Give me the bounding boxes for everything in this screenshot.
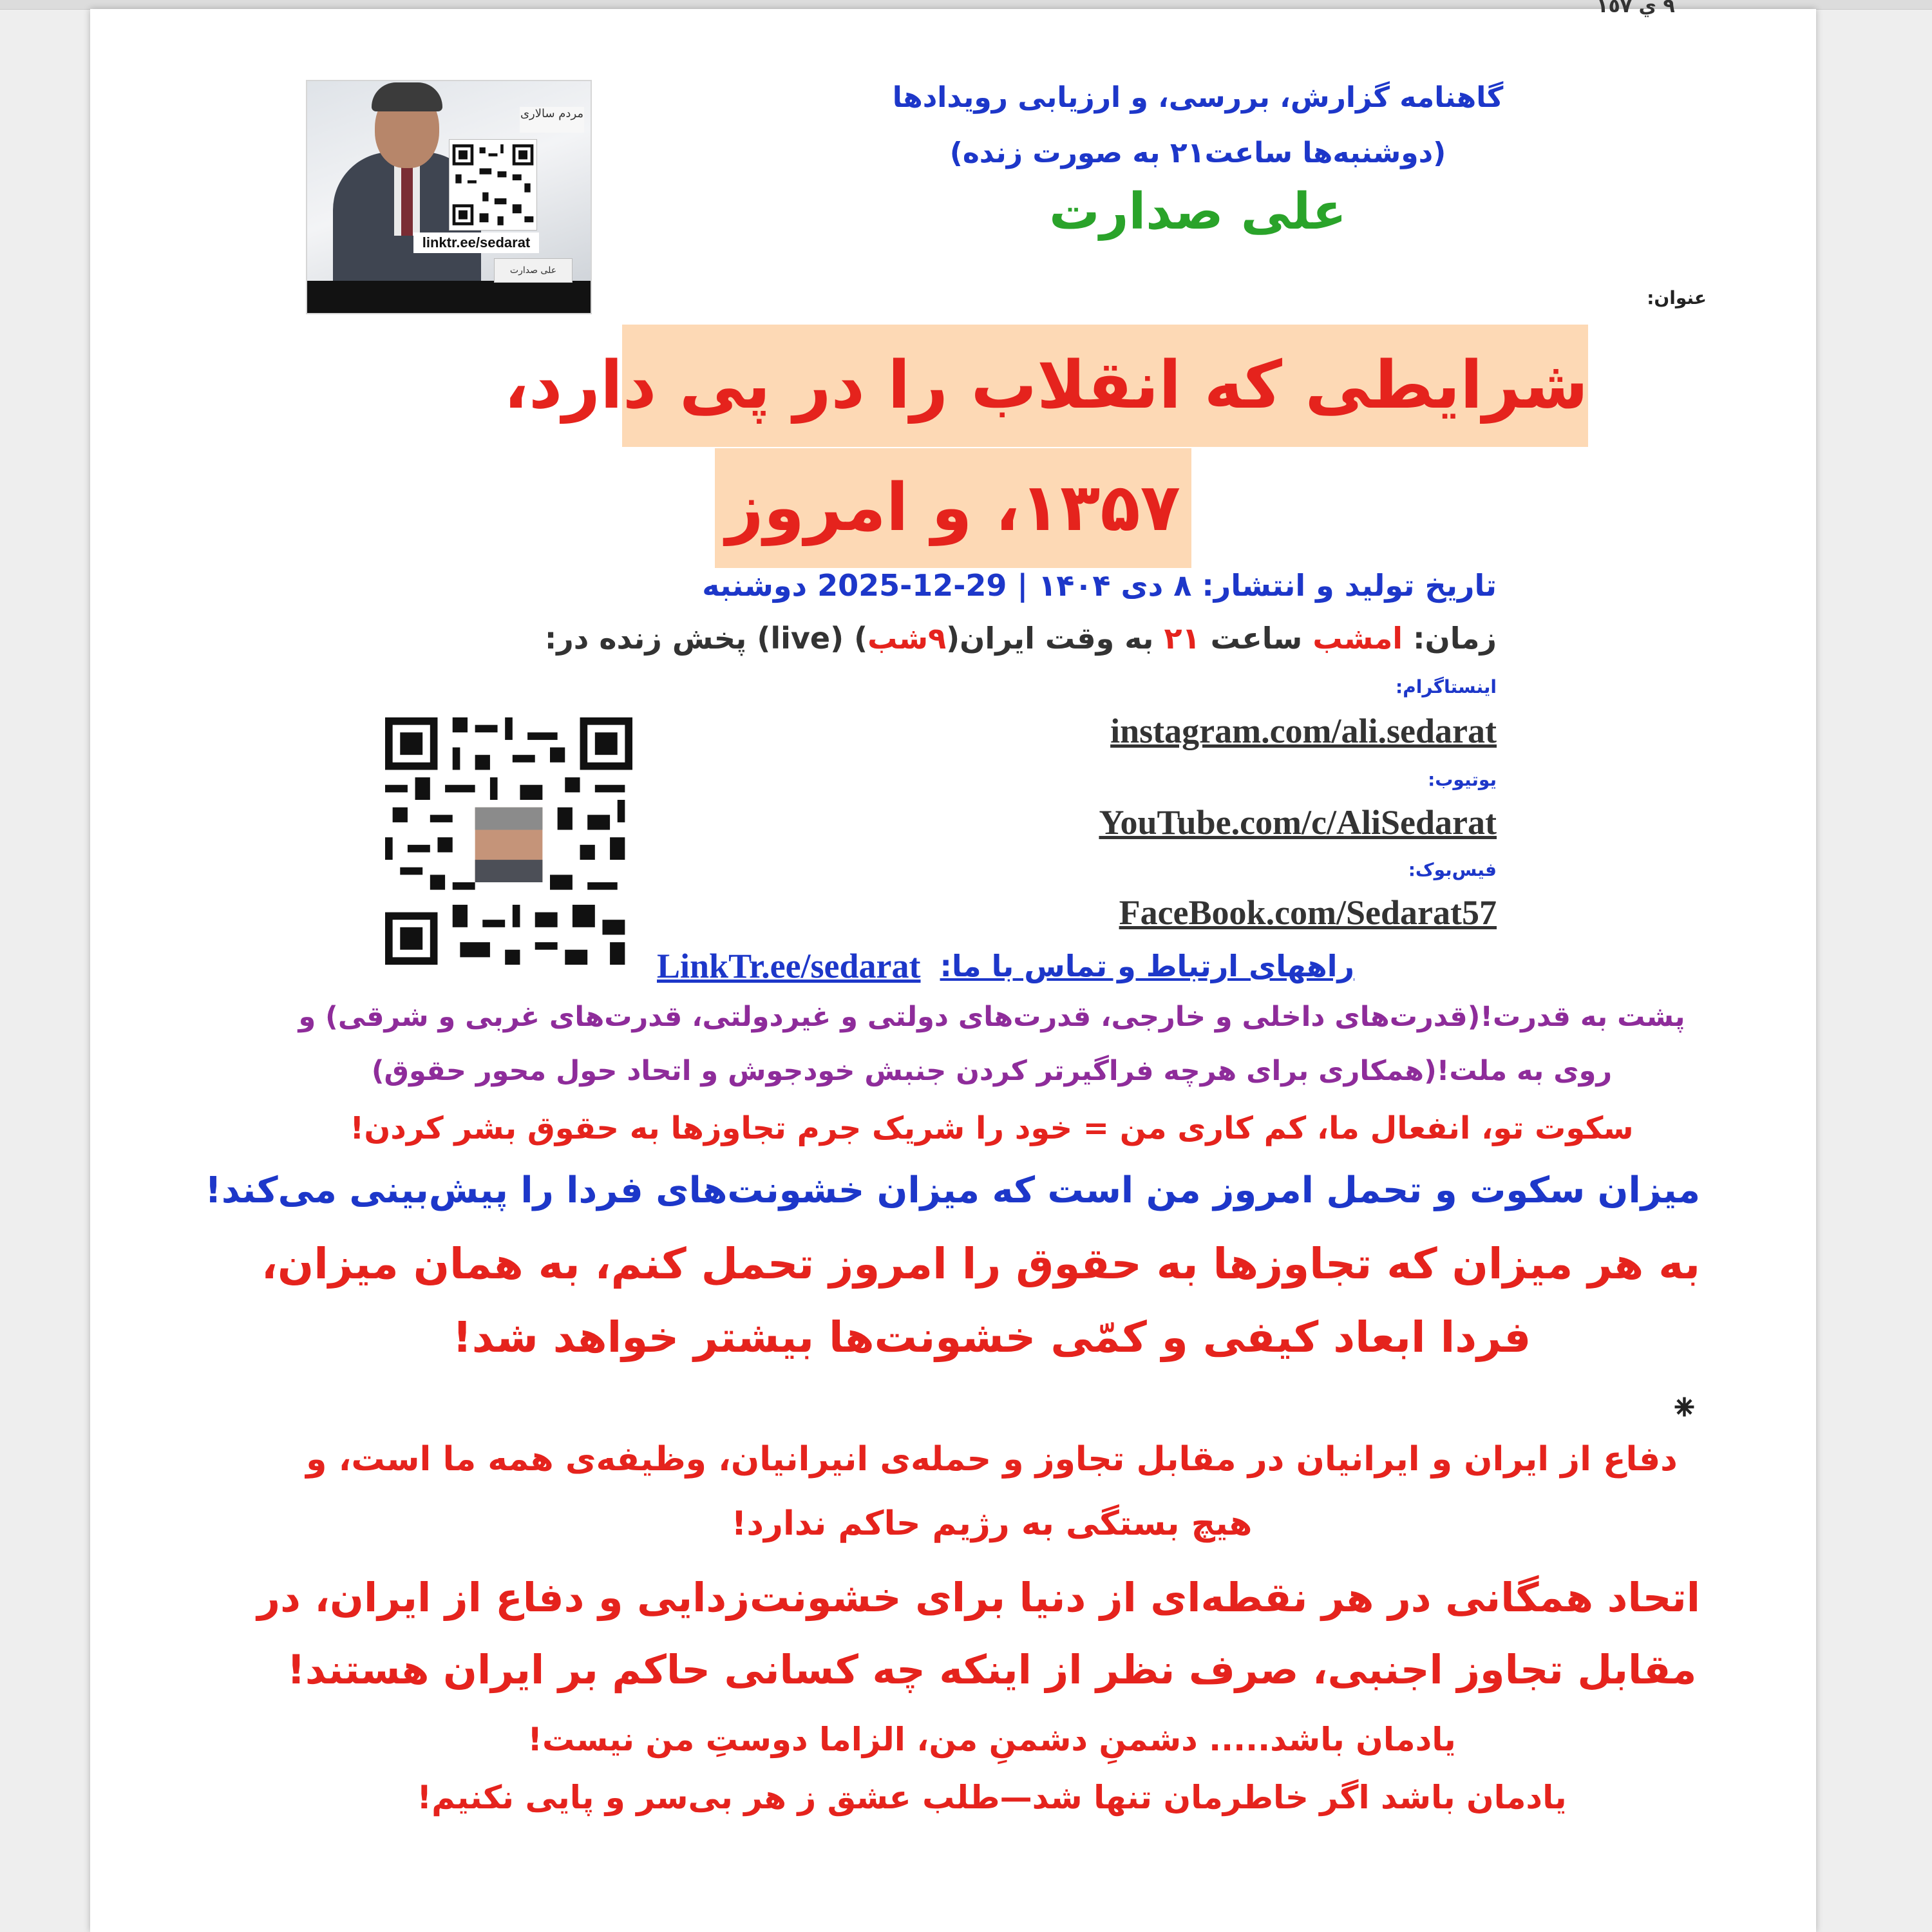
separator-asterisk: ⁕ (1669, 1387, 1700, 1429)
contact-link[interactable]: LinkTr.ee/sedarat (657, 947, 921, 985)
time-tonight: امشب (1312, 621, 1403, 656)
photo-side-tag: مردم سالاری (520, 107, 584, 133)
defense-line-2: هیچ بستگی به رژیم حاکم ندارد! (731, 1504, 1253, 1543)
photo-nameplate: علی صدارت (494, 258, 573, 283)
live-time-line (545, 621, 1497, 656)
author-name: علی صدارت (1049, 183, 1347, 241)
purple-line-1: پشت به قدرت!(قدرت‌های داخلی و خارجی، قدرت‌های دولتی و غیردولتی، قدرت‌های غربی و شرقی) و (298, 1001, 1685, 1033)
remember-line-2: یادمان باشد اگر خاطرمان تنها شد—طلب عشق ز هر بی‌سر و پایی نکنیم! (417, 1779, 1567, 1816)
time-9pm: ۹شب (867, 621, 947, 656)
photo-link-label: linktr.ee/sedarat (413, 232, 539, 253)
instagram-label: اینستاگرام: (1396, 676, 1497, 697)
photo-tie (401, 165, 413, 236)
youtube-link[interactable]: YouTube.com/c/AliSedarat (1099, 803, 1497, 842)
remember-line-1: یادمان باشد..... دشمنِ دشمنِ من، الزاما دوستِ من نیست! (527, 1721, 1456, 1758)
big-red-line-1: به هر میزان که تجاوزها به حقوق را امروز تحمل کنم، به همان میزان، (261, 1239, 1700, 1289)
youtube-label: یوتیوب: (1428, 769, 1497, 790)
time-at: ساعت (1210, 621, 1303, 656)
contact-label: راههای ارتباط و تماس با ما: (940, 949, 1355, 983)
unity-line-2: مقابل تجاوز اجنبی، صرف نظر از اینکه چه کسانی حاکم بر ایران هستند! (287, 1646, 1697, 1693)
time-prefix: زمان: (1413, 621, 1497, 656)
publish-date: تاریخ تولید و انتشار: ۸ دی ۱۴۰۴ | 29-12-2025 دوشنبه (702, 568, 1497, 603)
facebook-link[interactable]: FaceBook.com/Sedarat57 (1119, 893, 1497, 932)
header-line-2: (دوشنبه‌ها ساعت۲۱ به صورت زنده) (949, 137, 1446, 169)
defense-line-1: دفاع از ایران و ایرانیان در مقابل تجاوز و حمله‌ی انیرانیان، وظیفه‌ی همه ما است، و (306, 1440, 1678, 1479)
title-label: عنوان: (1647, 287, 1707, 308)
blue-line: میزان سکوت و تحمل امروز من است که میزان خشونت‌های فردا را پیش‌بینی می‌کند! (205, 1170, 1700, 1211)
photo-hair (372, 82, 442, 111)
time-hour: ۲۱ (1164, 621, 1200, 656)
red-line-1: سکوت تو، انفعال ما، کم کاری من = خود را شریک جرم تجاوزها به حقوق بشر کردن! (350, 1110, 1634, 1146)
facebook-label: فیس‌بوک: (1408, 859, 1497, 880)
big-red-line-2: فردا ابعاد کیفی و کمّی خشونت‌ها بیشتر خواهد شد! (452, 1312, 1531, 1362)
header-line-1: گاهنامه گزارش، بررسی، و ارزیابی رویدادها (892, 81, 1504, 114)
title-line-1: شرایطی که انقلاب را در پی دارد، (622, 325, 1588, 447)
time-mid: به وقت ایران( (946, 621, 1154, 656)
photo-qr-code (449, 139, 537, 231)
time-suffix: ) (live) پخش زنده در: (544, 621, 868, 656)
unity-line-1: اتحاد همگانی در هر نقطه‌ای از دنیا برای خشونت‌زدایی و دفاع از ایران، در (257, 1574, 1700, 1621)
title-line-2: ۱۳۵۷، و امروز (715, 448, 1191, 568)
contact-line (657, 943, 1391, 989)
purple-line-2: روی به ملت!(همکاری برای هرچه فراگیرتر کردن جنبش خودجوش و اتحاد حول محور حقوق) (371, 1055, 1613, 1087)
author-photo (306, 80, 592, 314)
document-page (90, 0, 1816, 1932)
top-cut-text: ٩ ي ١٥٧ (1596, 0, 1675, 17)
photo-table (307, 281, 591, 313)
contact-qr-code[interactable] (385, 717, 632, 965)
instagram-link[interactable]: instagram.com/ali.sedarat (1110, 712, 1497, 750)
